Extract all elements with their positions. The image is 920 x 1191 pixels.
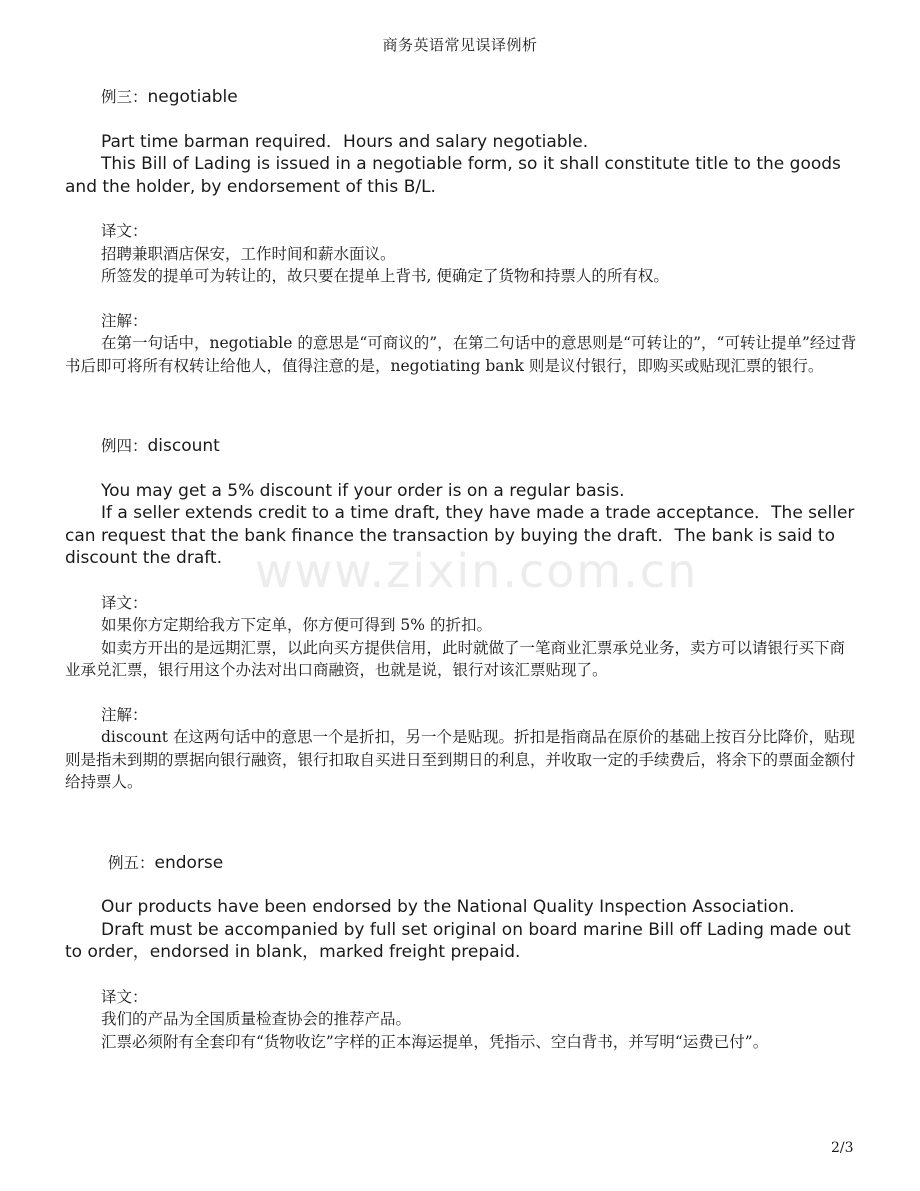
- translation-text: 招聘兼职酒店保安，工作时间和薪水面议。: [101, 244, 396, 263]
- watermark: www.zixin.com.cn: [255, 544, 699, 598]
- example-sentence: This Bill of Lading is issued in a negotiable form, so it shall constitute title to the goods and the holder, by endorsement of this B/L.: [65, 154, 841, 197]
- example-sentence: Draft must be accompanied by full set original on board marine Bill off Lading made out to order，endorsed in blank，marked freight prepaid.: [65, 919, 851, 962]
- example-sentence: If a seller extends credit to a time draft, they have made a trade acceptance．The seller can request that the bank finance the transaction by buying the draft．The bank is said to discount the draft.: [65, 503, 855, 568]
- document-body: [65, 86, 857, 1053]
- example-term: discount: [147, 436, 220, 456]
- example-sentence: You may get a 5% discount if your order is on a regular basis.: [101, 480, 625, 501]
- notes-label: 注解：: [101, 705, 148, 724]
- example-heading: [65, 435, 857, 458]
- page-title: 商务英语常见误译例析: [382, 36, 538, 54]
- translation-label: 译文：: [101, 222, 148, 240]
- example-heading: [65, 852, 857, 875]
- notes-text: discount 在这两句话中的意思一个是折扣，另一个是贴现。折扣是指商品在原价的基础上按百分比降价，贴现则是指未到期的票据向银行融资，银行扣取自买进日至到期日的利息，并收取一定的手续费后，将余下的票面金额付给持票人。: [65, 728, 856, 791]
- translation-text: 所签发的提单可为转让的，故只要在提单上背书, 便确定了货物和持票人的所有权。: [101, 267, 669, 285]
- example-sentence: Our products have been endorsed by the National Quality Inspection Association.: [101, 897, 795, 917]
- example-term: negotiable: [147, 87, 238, 107]
- example-section: [65, 852, 857, 1054]
- example-section: [65, 86, 857, 377]
- example-term: endorse: [154, 852, 224, 873]
- example-label: 例三：: [101, 88, 148, 106]
- example-label: 例四：: [101, 437, 148, 455]
- notes-label: 注解：: [101, 311, 148, 330]
- page-number: 2/3: [831, 1140, 854, 1156]
- translation-label: 译文：: [101, 593, 148, 612]
- example-sentence: Part time barman required．Hours and salary negotiable.: [101, 131, 589, 152]
- translation-text: 我们的产品为全国质量检查协会的推荐产品。: [101, 1010, 412, 1028]
- translation-text: 汇票必须附有全套印有“货物收讫”字样的正本海运提单，凭指示、空白背书，并写明“运费已付”。: [101, 1032, 769, 1051]
- translation-text: 如卖方开出的是远期汇票，以此向买方提供信用，此时就做了一笔商业汇票承兑业务，卖方可以请银行买下商业承兑汇票，银行用这个办法对出口商融资，也就是说，银行对该汇票贴现了。: [65, 638, 846, 679]
- translation-text: 如果你方定期给我方下定单，你方便可得到 5% 的折扣。: [101, 616, 492, 634]
- notes-text: 在第一句话中，negotiable 的意思是“可商议的”，在第二句话中的意思则是“可转让的”，“可转让提单”经过背书后即可将所有权转让给他人，值得注意的是，negotiating bank 则是议付银行，即购买或贴现汇票的银行。: [65, 334, 857, 375]
- translation-label: 译文：: [101, 987, 148, 1006]
- example-label: 例五：: [108, 853, 155, 872]
- example-heading: [65, 86, 857, 109]
- example-section: [65, 435, 857, 794]
